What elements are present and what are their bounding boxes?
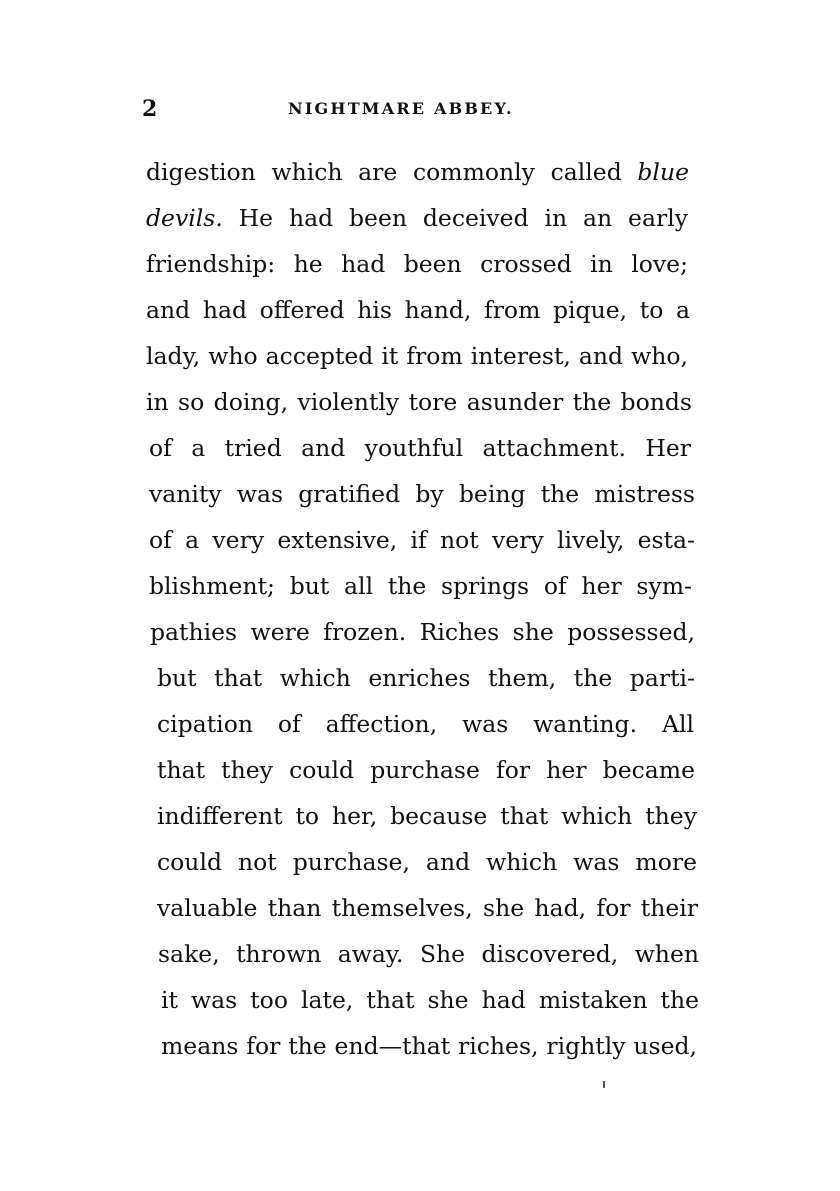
text-line: in so doing, violently tore asunder the bonds — [146, 388, 692, 416]
text-line: and had offered his hand, from pique, to a — [146, 296, 690, 324]
page-number: 2 — [142, 96, 158, 122]
text-line: that they could purchase for her became — [157, 756, 695, 784]
text-line: could not purchase, and which was more — [157, 848, 697, 876]
text-line: sake, thrown away. She discovered, when — [158, 940, 699, 968]
ink-speck — [603, 1081, 605, 1088]
text-line: pathies were frozen. Riches she possessed, — [150, 618, 695, 646]
text-line: of a tried and youthful attachment. Her — [149, 434, 691, 462]
text-line: friendship: he had been crossed in love; — [146, 250, 688, 278]
text-line: lady, who accepted it from interest, and who, — [146, 342, 688, 370]
running-title: NIGHTMARE ABBEY. — [288, 99, 514, 118]
text-line: blishment; but all the springs of her sym- — [149, 572, 692, 600]
running-head — [142, 96, 562, 132]
text-line: indifferent to her, because that which they — [157, 802, 697, 830]
text-line: means for the end—that riches, rightly used, — [161, 1032, 697, 1060]
text-line: valuable than themselves, she had, for their — [157, 894, 698, 922]
text-line: but that which enriches them, the parti- — [157, 664, 695, 692]
text-line: of a very extensive, if not very lively, esta- — [149, 526, 695, 554]
text-line: digestion which are commonly called blue — [146, 158, 689, 186]
text-line: it was too late, that she had mistaken the — [161, 986, 699, 1014]
text-line: cipation of affection, was wanting. All — [157, 710, 694, 738]
text-line: devils. He had been deceived in an early — [146, 204, 688, 232]
text-line: vanity was gratified by being the mistress — [149, 480, 695, 508]
